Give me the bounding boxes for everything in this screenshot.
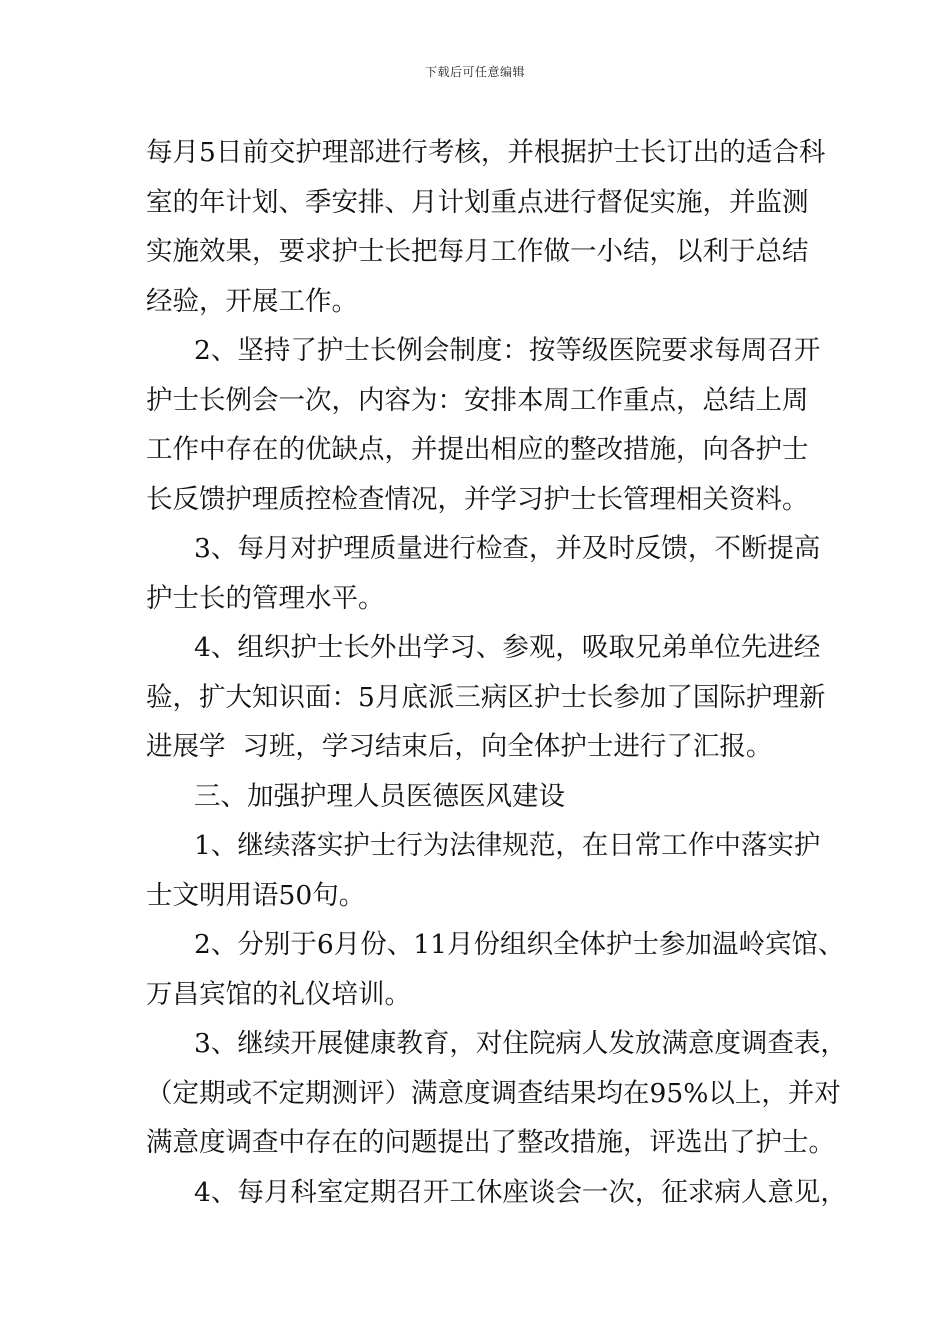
- text-line: 进展学 习班，学习结束后，向全体护士进行了汇报。: [146, 731, 773, 762]
- paragraph-start-line: 3、每月对护理质量进行检查，并及时反馈，不断提高: [194, 533, 821, 564]
- document-body: [146, 128, 847, 1217]
- text-line: 验，扩大知识面：5月底派三病区护士长参加了国际护理新: [146, 681, 826, 713]
- paragraph-start-line: 2、坚持了护士长例会制度：按等级医院要求每周召开: [194, 335, 821, 366]
- text-line: 护士长例会一次，内容为：安排本周工作重点，总结上周: [146, 384, 809, 416]
- paragraph-start-line: 3、继续开展健康教育，对住院病人发放满意度调查表，: [194, 1028, 847, 1059]
- section-heading: 三、加强护理人员医德医风建设: [194, 780, 565, 812]
- text-line: （定期或不定期测评）满意度调查结果均在95%以上，并对: [146, 1077, 841, 1109]
- text-line: 经验，开展工作。: [146, 285, 358, 317]
- text-line: 满意度调查中存在的问题提出了整改措施，评选出了护士。: [146, 1127, 835, 1158]
- text-line: 长反馈护理质控检查情况，并学习护士长管理相关资料。: [146, 483, 809, 515]
- text-line: 万昌宾馆的礼仪培训。: [146, 978, 411, 1010]
- paragraph-start-line: 4、每月科室定期召开工休座谈会一次，征求病人意见，: [194, 1176, 847, 1208]
- text-line: 护士长的管理水平。: [146, 582, 385, 614]
- text-line: 实施效果，要求护士长把每月工作做一小结，以利于总结: [146, 236, 809, 267]
- paragraph-start-line: 2、分别于6月份、11月份组织全体护士参加温岭宾馆、: [194, 929, 845, 960]
- text-line: 士文明用语50句。: [146, 879, 366, 911]
- text-line: 工作中存在的优缺点，并提出相应的整改措施，向各护士: [146, 434, 809, 465]
- page-header: 下载后可任意编辑: [424, 65, 525, 79]
- paragraph-start-line: 1、继续落实护士行为法律规范，在日常工作中落实护: [194, 830, 821, 861]
- text-line: 每月5日前交护理部进行考核，并根据护士长订出的适合科: [146, 137, 826, 168]
- paragraph-start-line: 4、组织护士长外出学习、参观，吸取兄弟单位先进经: [194, 632, 821, 663]
- text-line: 室的年计划、季安排、月计划重点进行督促实施，并监测: [146, 186, 809, 218]
